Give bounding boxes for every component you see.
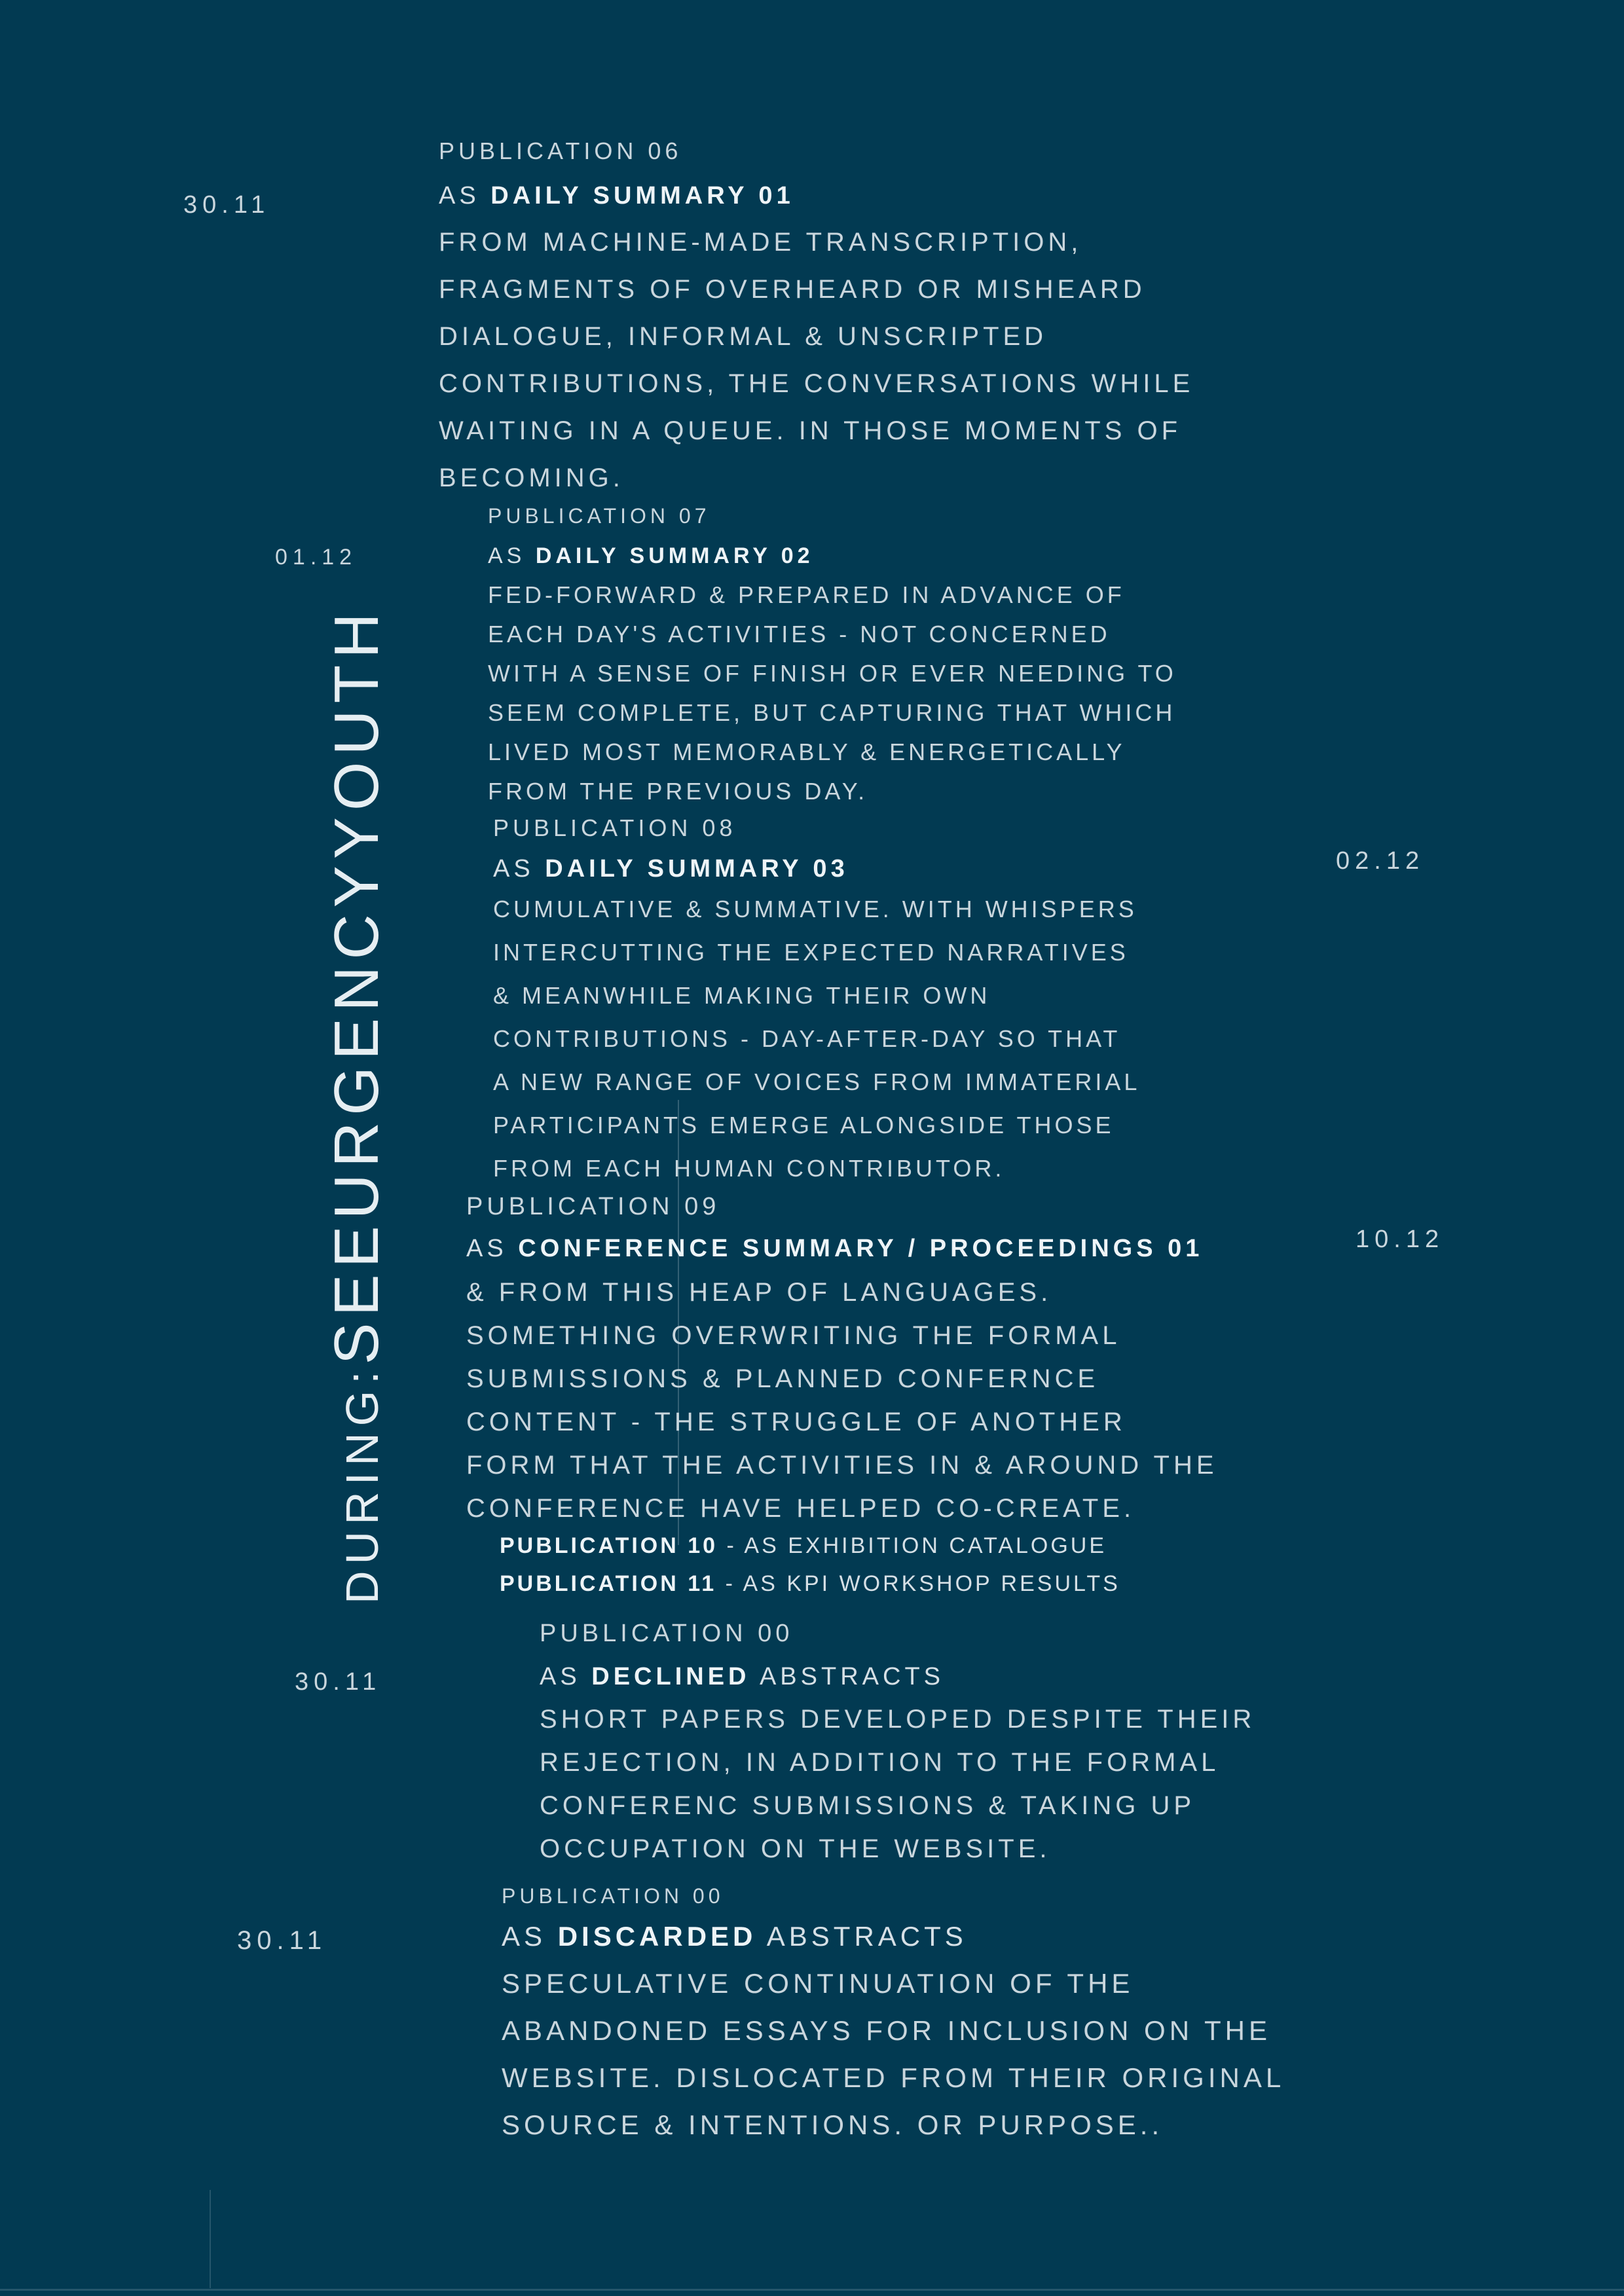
- publication-label: PUBLICATION 08: [493, 814, 737, 841]
- publication-format: AS DAILY SUMMARY 03: [493, 855, 849, 883]
- description-line: SEEM COMPLETE, BUT CAPTURING THAT WHICH: [488, 699, 1176, 726]
- date-label: 30.11: [237, 1926, 327, 1955]
- description-line: FRAGMENTS OF OVERHEARD OR MISHEARD: [439, 275, 1146, 304]
- vertical-title-main: SEEURGENCYYOUTH: [322, 606, 392, 1365]
- description-line: FROM EACH HUMAN CONTRIBUTOR.: [493, 1155, 1005, 1182]
- description-line: & MEANWHILE MAKING THEIR OWN: [493, 982, 991, 1009]
- publication-format: AS DAILY SUMMARY 01: [439, 182, 794, 210]
- publication-label: PUBLICATION 06: [439, 137, 682, 164]
- date-label: 02.12: [1336, 847, 1425, 875]
- description-line: PARTICIPANTS EMERGE ALONGSIDE THOSE: [493, 1112, 1115, 1139]
- description-line: SOURCE & INTENTIONS. OR PURPOSE..: [502, 2109, 1164, 2140]
- description-line: FROM THE PREVIOUS DAY.: [488, 778, 868, 805]
- description-line: CONFERENC SUBMISSIONS & TAKING UP: [540, 1791, 1196, 1820]
- description-line: BECOMING.: [439, 464, 624, 492]
- description-line: WEBSITE. DISLOCATED FROM THEIR ORIGINAL: [502, 2062, 1285, 2093]
- vertical-title: [321, 606, 393, 1604]
- description-line: OCCUPATION ON THE WEBSITE.: [540, 1834, 1051, 1863]
- publication-label: PUBLICATION 00: [540, 1620, 794, 1647]
- publication-label: PUBLICATION 00: [502, 1884, 724, 1908]
- description-line: FROM MACHINE-MADE TRANSCRIPTION,: [439, 228, 1082, 257]
- scan-edge-line: [0, 2289, 1624, 2291]
- description-line: EACH DAY'S ACTIVITIES - NOT CONCERNED: [488, 621, 1111, 647]
- description-line: ABANDONED ESSAYS FOR INCLUSION ON THE: [502, 2015, 1271, 2046]
- publication-11-line: PUBLICATION 11 - AS KPI WORKSHOP RESULTS: [500, 1571, 1120, 1596]
- date-label: 30.11: [183, 191, 270, 219]
- description-line: FORM THAT THE ACTIVITIES IN & AROUND THE: [466, 1451, 1218, 1480]
- description-line: CONTRIBUTIONS, THE CONVERSATIONS WHILE: [439, 369, 1194, 398]
- description-line: WAITING IN A QUEUE. IN THOSE MOMENTS OF: [439, 416, 1182, 445]
- description-line: SOMETHING OVERWRITING THE FORMAL: [466, 1321, 1121, 1350]
- description-line: CONTENT - THE STRUGGLE OF ANOTHER: [466, 1408, 1126, 1436]
- vertical-title-prefix: DURING:: [337, 1364, 388, 1604]
- description-line: LIVED MOST MEMORABLY & ENERGETICALLY: [488, 738, 1126, 765]
- description-line: A NEW RANGE OF VOICES FROM IMMATERIAL: [493, 1068, 1141, 1095]
- publication-format: AS CONFERENCE SUMMARY / PROCEEDINGS 01: [466, 1235, 1204, 1262]
- description-line: WITH A SENSE OF FINISH OR EVER NEEDING TO: [488, 660, 1177, 687]
- date-label: 01.12: [275, 545, 358, 570]
- description-line: REJECTION, IN ADDITION TO THE FORMAL: [540, 1748, 1220, 1777]
- publication-format: AS DISCARDED ABSTRACTS: [502, 1921, 967, 1952]
- publication-label: PUBLICATION 07: [488, 504, 710, 528]
- description-line: DIALOGUE, INFORMAL & UNSCRIPTED: [439, 322, 1048, 351]
- description-line: SHORT PAPERS DEVELOPED DESPITE THEIR: [540, 1705, 1256, 1734]
- description-line: FED-FORWARD & PREPARED IN ADVANCE OF: [488, 581, 1125, 608]
- scan-mark: [210, 2190, 211, 2288]
- publication-format: AS DECLINED ABSTRACTS: [540, 1663, 944, 1690]
- description-line: CONTRIBUTIONS - DAY-AFTER-DAY SO THAT: [493, 1025, 1121, 1052]
- publication-format: AS DAILY SUMMARY 02: [488, 543, 814, 568]
- publication-label: PUBLICATION 09: [466, 1193, 720, 1220]
- description-line: SPECULATIVE CONTINUATION OF THE: [502, 1968, 1134, 1999]
- description-line: CONFERENCE HAVE HELPED CO-CREATE.: [466, 1494, 1135, 1523]
- description-line: & FROM THIS HEAP OF LANGUAGES.: [466, 1278, 1052, 1307]
- publication-10-line: PUBLICATION 10 - AS EXHIBITION CATALOGUE: [500, 1533, 1107, 1558]
- description-line: INTERCUTTING THE EXPECTED NARRATIVES: [493, 939, 1129, 966]
- description-line: CUMULATIVE & SUMMATIVE. WITH WHISPERS: [493, 896, 1137, 922]
- description-line: SUBMISSIONS & PLANNED CONFERNCE: [466, 1364, 1099, 1393]
- date-label: 10.12: [1356, 1226, 1445, 1253]
- date-label: 30.11: [295, 1668, 382, 1696]
